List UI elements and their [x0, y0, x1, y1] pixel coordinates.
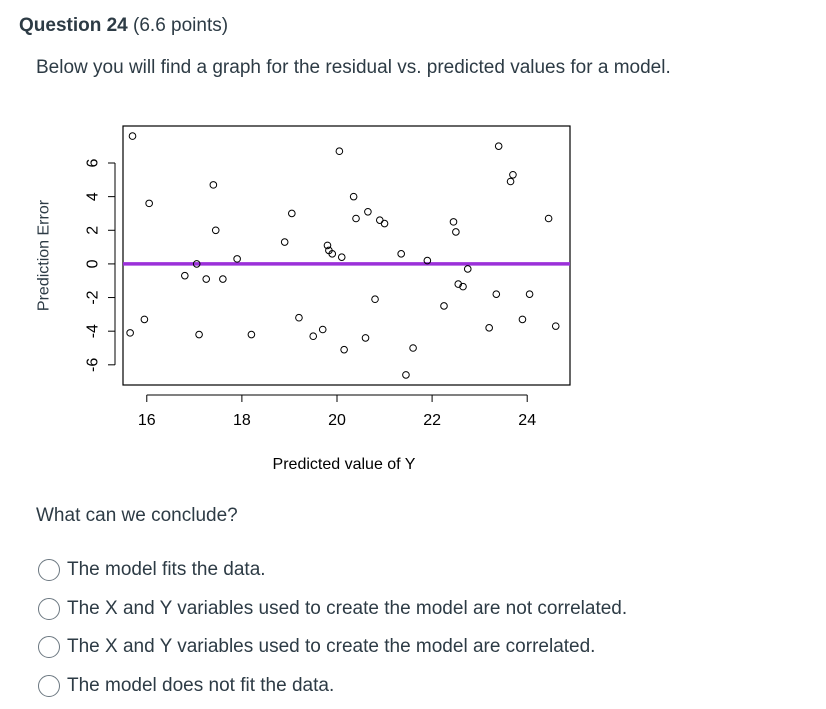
y-tick-label: -2 [84, 290, 102, 305]
x-tick-label: 24 [518, 412, 537, 429]
data-point [141, 316, 148, 323]
data-point [403, 372, 410, 379]
residual-plot [30, 112, 590, 482]
data-point [203, 276, 210, 283]
data-point [381, 220, 388, 227]
data-point [493, 291, 500, 298]
answer-option-3[interactable] [38, 628, 627, 667]
y-tick-label: 4 [84, 192, 102, 202]
data-point [545, 215, 552, 222]
question-title: Question 24 [19, 15, 128, 36]
data-point [495, 143, 502, 150]
data-point [365, 208, 372, 215]
data-point [519, 316, 526, 323]
question-prompt: What can we conclude? [36, 505, 238, 526]
question-text: Below you will find a graph for the residual vs. predicted values for a model. [36, 57, 671, 78]
radio-button[interactable] [38, 598, 60, 620]
data-point [372, 296, 379, 303]
data-point [310, 333, 317, 340]
answer-option-label: The X and Y variables used to create the model are not correlated. [67, 597, 628, 619]
data-point [129, 133, 136, 140]
question-points: (6.6 points) [127, 15, 229, 36]
radio-button[interactable] [38, 636, 60, 658]
data-point [319, 326, 326, 333]
data-point [398, 251, 405, 258]
data-point [281, 239, 288, 246]
answer-options [38, 551, 627, 705]
data-point [450, 219, 457, 226]
x-tick-label: 16 [137, 412, 156, 429]
answer-option-1[interactable] [38, 551, 627, 590]
data-point [453, 229, 460, 236]
answer-option-4[interactable] [38, 667, 627, 706]
data-point [486, 325, 493, 332]
data-point [212, 227, 219, 234]
data-point [127, 330, 134, 337]
plot-frame [123, 126, 570, 385]
answer-option-2[interactable] [38, 590, 627, 629]
answer-option-label: The model fits the data. [67, 559, 266, 581]
data-point [182, 272, 189, 279]
x-tick-label: 18 [232, 412, 251, 429]
residual-scatter-chart [30, 112, 590, 482]
y-tick-label: 6 [84, 158, 102, 168]
y-axis-title: Prediction Error [35, 199, 53, 312]
data-point [196, 331, 203, 338]
data-point [353, 215, 360, 222]
data-point [441, 303, 448, 310]
radio-button[interactable] [38, 675, 60, 697]
data-point [341, 346, 348, 353]
data-point [510, 171, 517, 178]
data-point [552, 323, 559, 330]
data-point [289, 210, 296, 217]
y-tick-label: 2 [84, 225, 102, 235]
y-tick-label: 0 [84, 259, 102, 269]
x-tick-label: 22 [423, 412, 441, 429]
x-tick-label: 20 [328, 412, 346, 429]
data-point [234, 256, 241, 263]
x-axis-title: Predicted value of Y [272, 456, 416, 473]
data-point [526, 291, 533, 298]
data-point [248, 331, 255, 338]
data-point [376, 217, 383, 224]
data-point [464, 266, 471, 273]
data-point [507, 178, 514, 185]
y-tick-label: -4 [84, 324, 102, 339]
data-point [210, 182, 217, 189]
data-point [296, 314, 303, 321]
question-header [19, 15, 228, 37]
data-point [338, 254, 345, 261]
answer-option-label: The X and Y variables used to create the model are correlated. [67, 636, 596, 658]
radio-button[interactable] [38, 559, 60, 581]
data-point [146, 200, 153, 207]
y-tick-label: -6 [84, 357, 102, 372]
data-point [220, 276, 227, 283]
data-point [362, 335, 369, 342]
data-point [336, 148, 343, 155]
data-point [410, 345, 417, 352]
data-point [350, 193, 357, 200]
answer-option-label: The model does not fit the data. [67, 674, 335, 696]
